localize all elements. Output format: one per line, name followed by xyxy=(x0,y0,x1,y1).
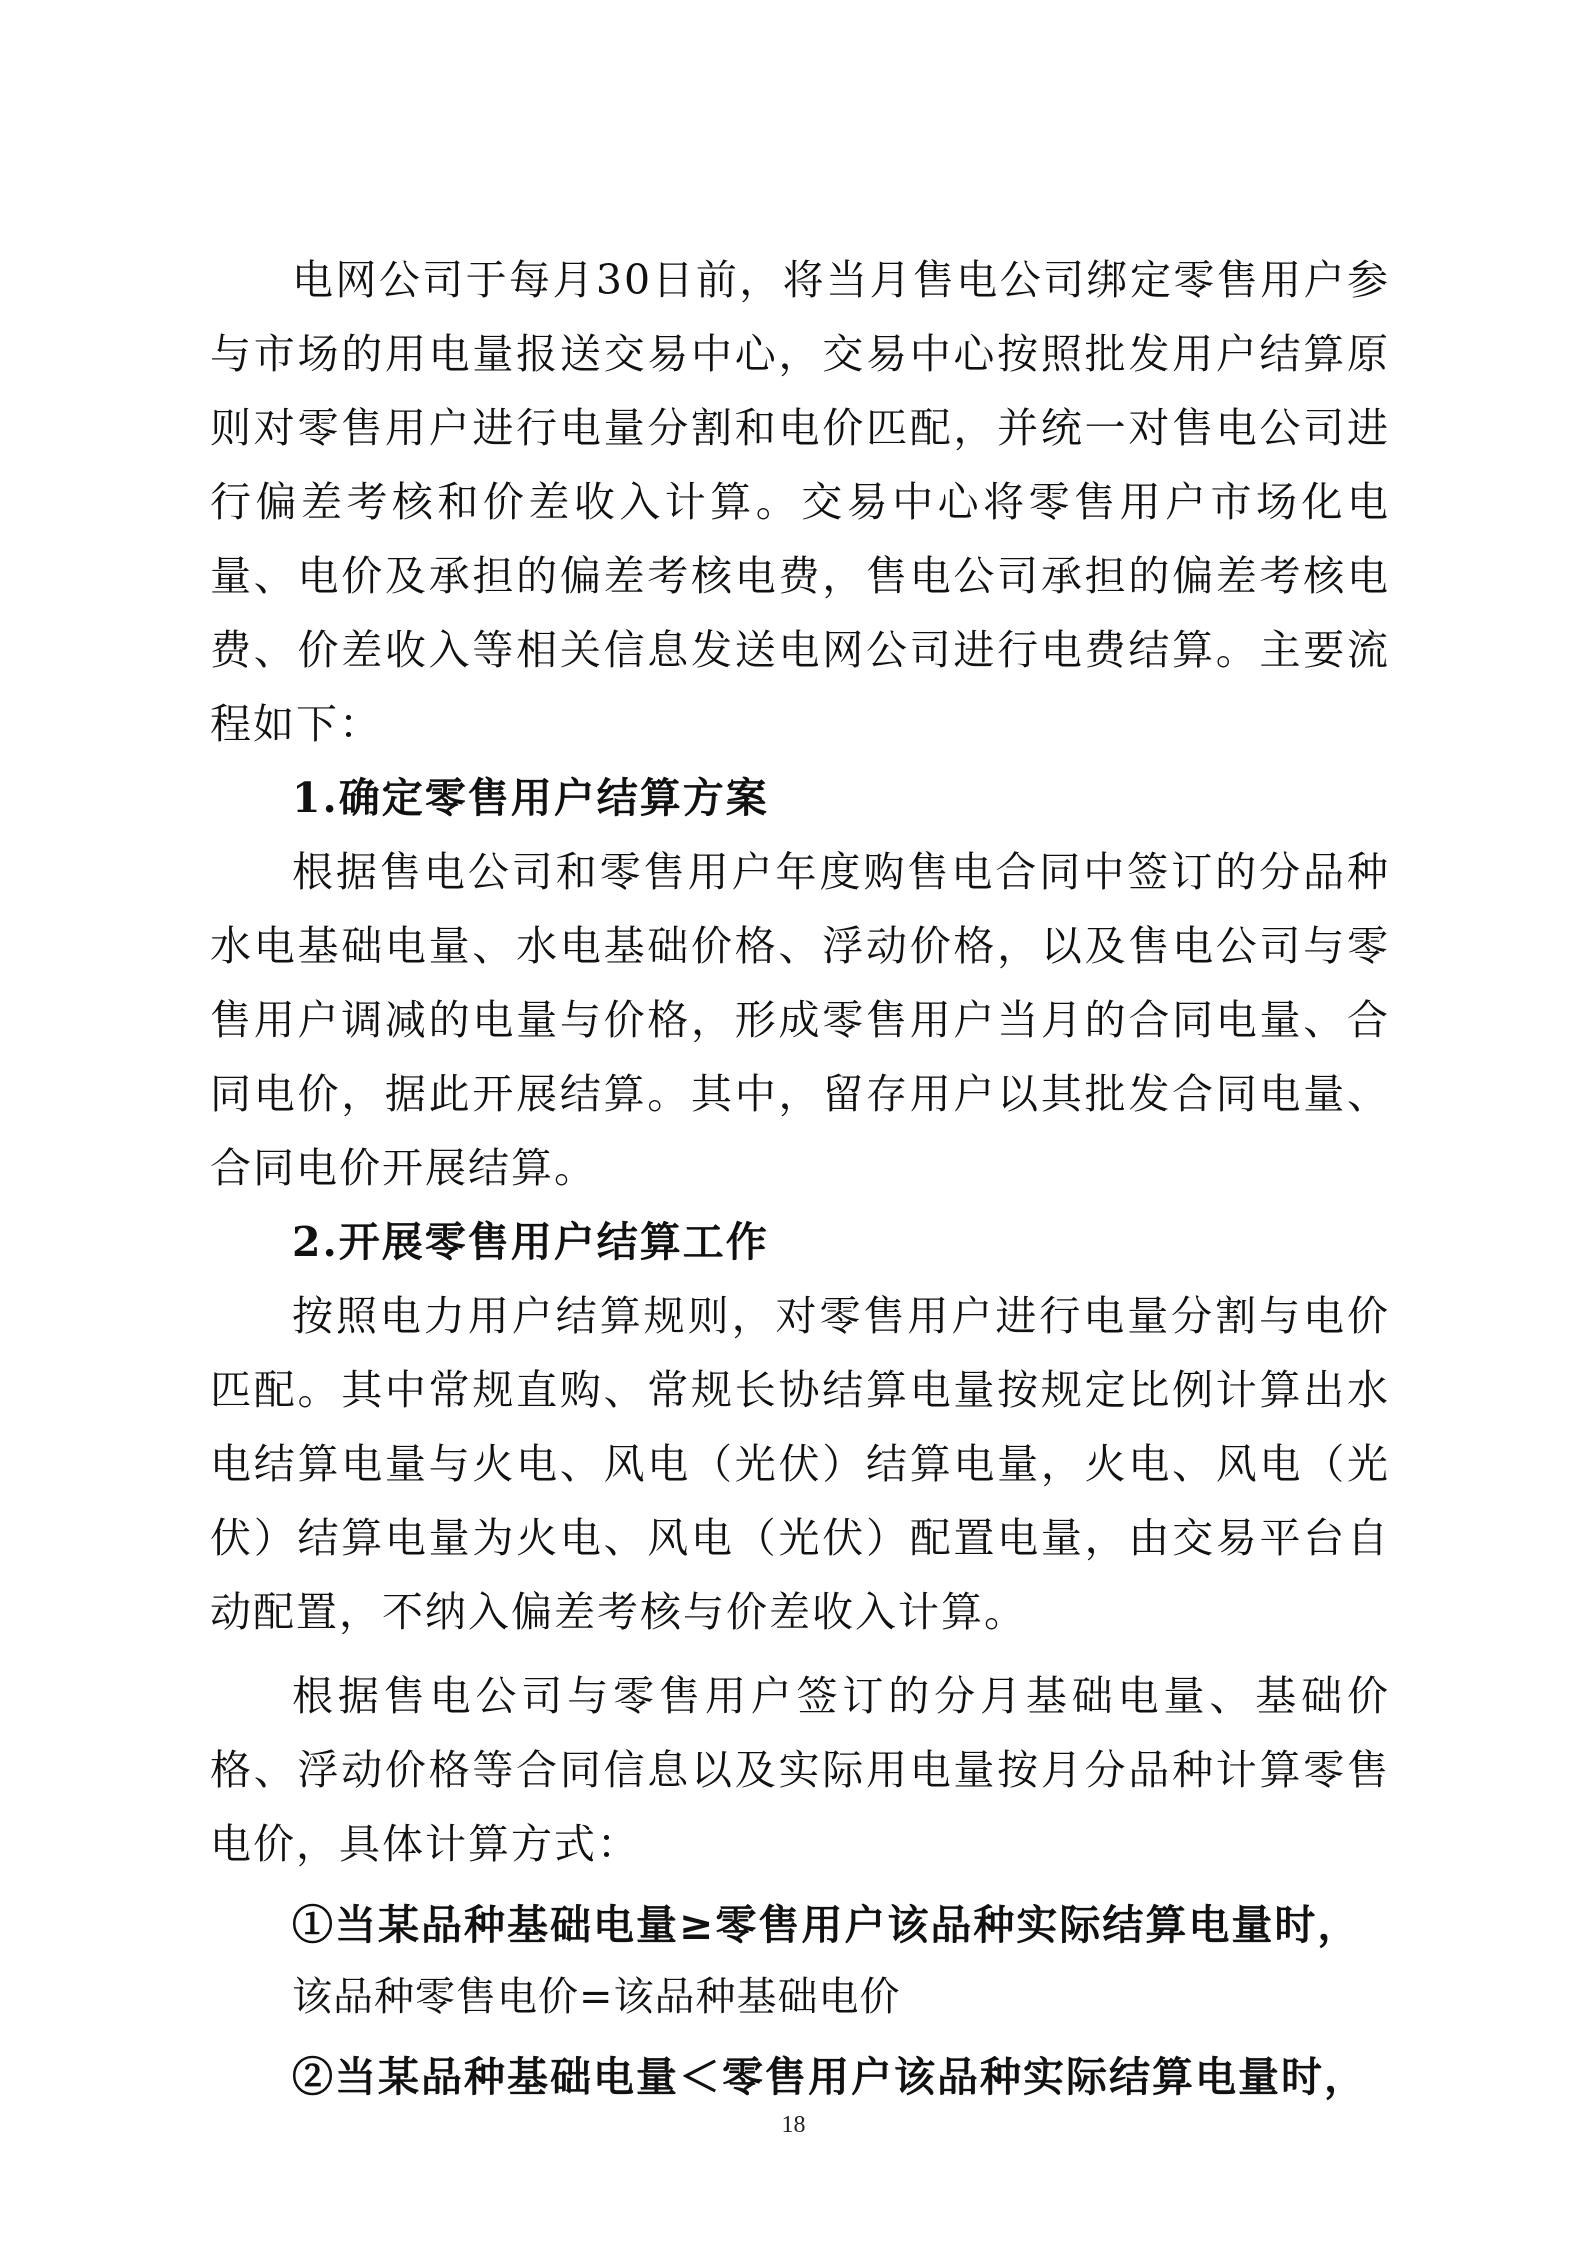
section-2-paragraph-1: 按照电力用户结算规则，对零售用户进行电量分割与电价匹配。其中常规直购、常规长协结算电量按规定比例计算出水电结算电量与火电、风电（光伏）结算电量，火电、风电（光伏）结算电量为火电、风电（光伏）配置电量，由交易平台自动配置，不纳入偏差考核与价差收入计算。 xyxy=(210,1292,1390,1636)
section-2-paragraph-2: 根据售电公司与零售用户签订的分月基础电量、基础价格、浮动价格等合同信息以及实际用电量按月分品种计算零售电价，具体计算方式： xyxy=(210,1672,1390,1868)
document-body xyxy=(210,243,1390,2113)
page-number: 18 xyxy=(781,2112,806,2138)
section-1-paragraph: 根据售电公司和零售用户年度购售电合同中签订的分品种水电基础电量、水电基础价格、浮动价格，以及售电公司与零售用户调减的电量与价格，形成零售用户当月的合同电量、合同电价，据此开展结算。其中，留存用户以其批发合同电量、合同电价开展结算。 xyxy=(210,848,1390,1192)
intro-paragraph: 电网公司于每月30日前，将当月售电公司绑定零售用户参与市场的用电量报送交易中心，交易中心按照批发用户结算原则对零售用户进行电量分割和电价匹配，并统一对售电公司进行偏差考核和价差收入计算。交易中心将零售用户市场化电量、电价及承担的偏差考核电费，售电公司承担的偏差考核电费、价差收入等相关信息发送电网公司进行电费结算。主要流程如下： xyxy=(210,256,1390,748)
section-1-heading: 1.确定零售用户结算方案 xyxy=(292,774,769,822)
case-2-condition: ②当某品种基础电量＜零售用户该品种实际结算电量时， xyxy=(292,2053,1367,2101)
section-2-heading: 2.开展零售用户结算工作 xyxy=(292,1218,769,1266)
case-1-formula: 该品种零售电价=该品种基础电价 xyxy=(292,1974,901,2020)
case-1-condition: ①当某品种基础电量≥零售用户该品种实际结算电量时， xyxy=(292,1901,1361,1949)
